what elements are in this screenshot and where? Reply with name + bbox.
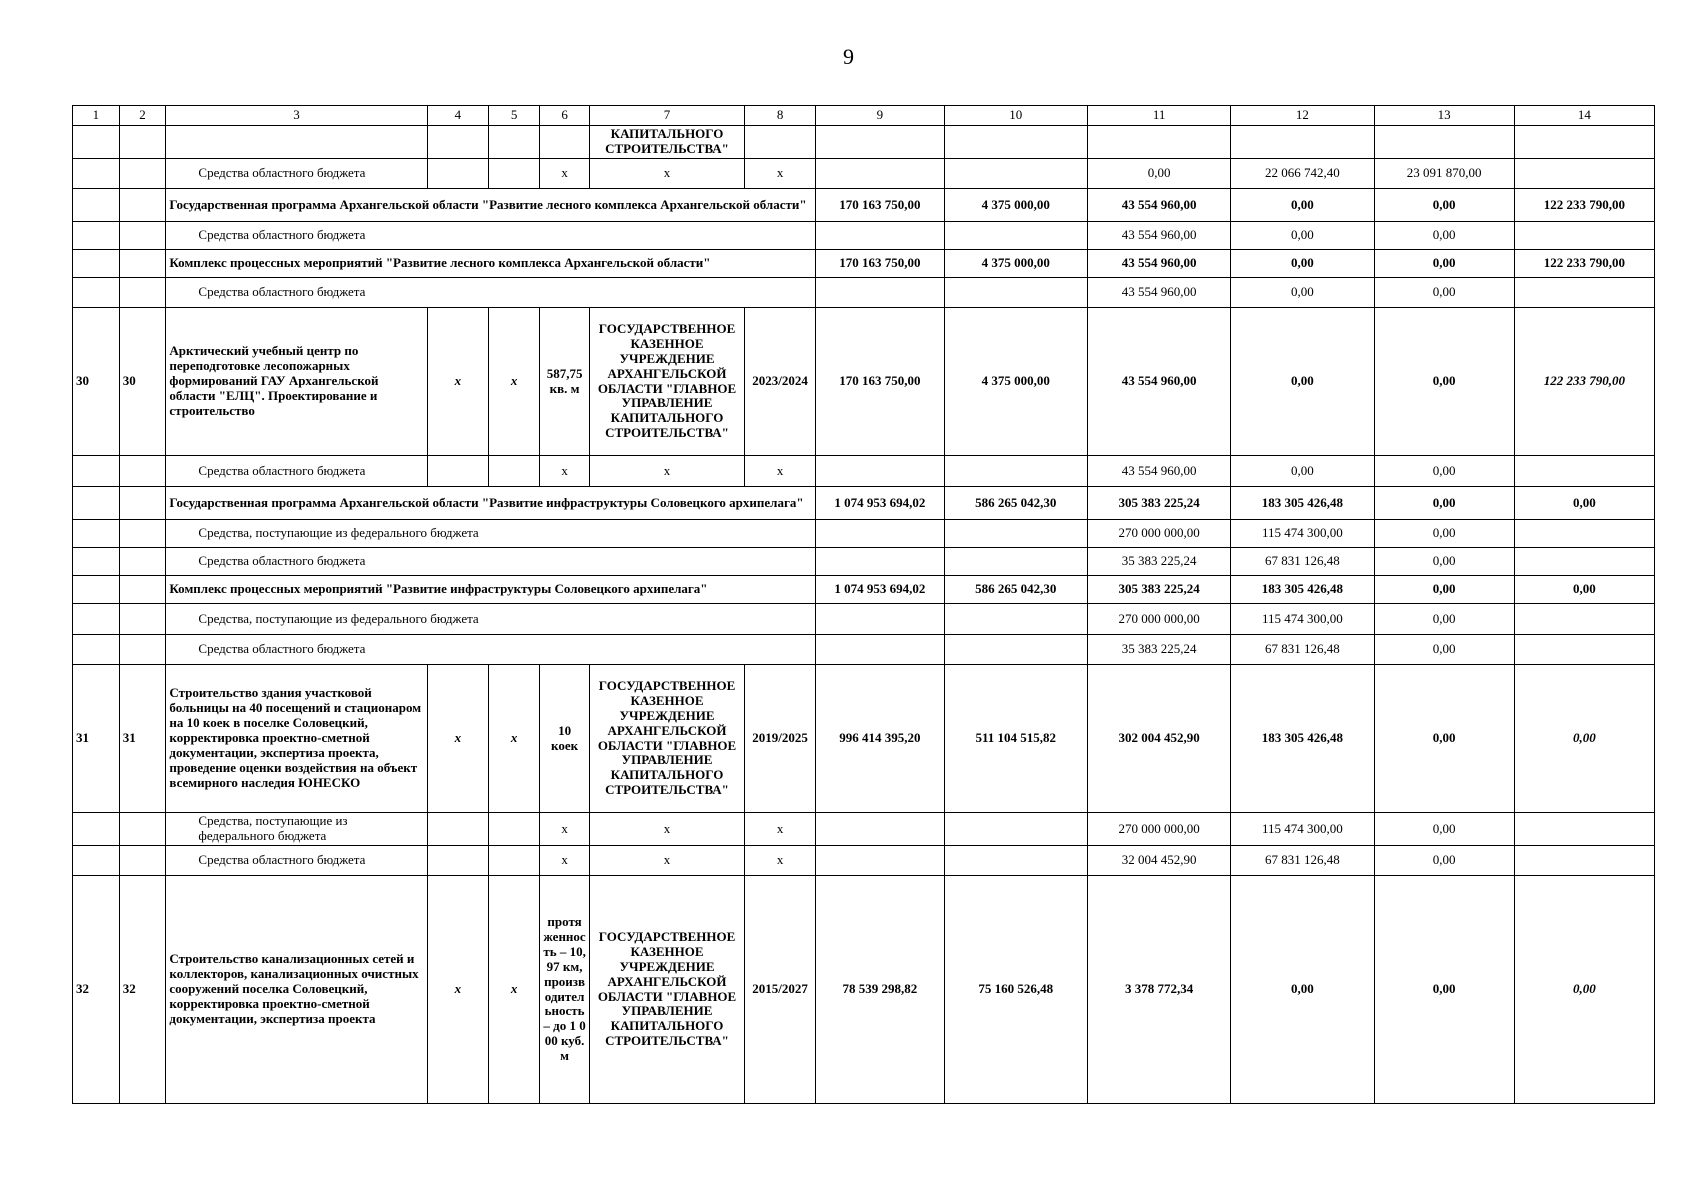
row-number: 31 xyxy=(73,665,120,813)
table-row xyxy=(73,548,1655,576)
cell: 0,00 xyxy=(1231,308,1374,456)
table-row xyxy=(73,604,1655,635)
cell: 115 474 300,00 xyxy=(1231,604,1374,635)
capacity-cell: 10 коек xyxy=(540,665,590,813)
cell: 1 074 953 694,02 xyxy=(816,576,944,604)
row-number: 31 xyxy=(119,665,166,813)
cell: 183 305 426,48 xyxy=(1231,665,1374,813)
table-row xyxy=(73,487,1655,520)
cell: 35 383 225,24 xyxy=(1087,635,1230,665)
cell: 122 233 790,00 xyxy=(1514,308,1654,456)
cell: х xyxy=(540,159,590,189)
cell: 0,00 xyxy=(1514,876,1654,1104)
capacity-cell: протяженность – 10,97 км, производительность – до 1 000 куб. м xyxy=(540,876,590,1104)
cell: 0,00 xyxy=(1514,576,1654,604)
cell: 183 305 426,48 xyxy=(1231,487,1374,520)
cell: 170 163 750,00 xyxy=(816,308,944,456)
cell: 35 383 225,24 xyxy=(1087,548,1230,576)
cell: 0,00 xyxy=(1231,222,1374,250)
cell: 0,00 xyxy=(1374,222,1514,250)
table-row xyxy=(73,813,1655,846)
column-header: 14 xyxy=(1514,106,1654,126)
cell: 0,00 xyxy=(1231,250,1374,278)
table-row xyxy=(73,456,1655,487)
cell: 270 000 000,00 xyxy=(1087,813,1230,846)
column-header: 6 xyxy=(540,106,590,126)
period-cell: 2023/2024 xyxy=(745,308,816,456)
cell: х xyxy=(590,846,745,876)
cell: 3 378 772,34 xyxy=(1087,876,1230,1104)
cell: х xyxy=(590,159,745,189)
funding-source-label: Средства областного бюджета xyxy=(166,222,816,250)
cell: 122 233 790,00 xyxy=(1514,250,1654,278)
funding-source-label: Средства, поступающие из федерального бюджета xyxy=(166,520,816,548)
funding-source-label: Средства областного бюджета xyxy=(166,456,427,487)
page-number: 9 xyxy=(843,44,854,69)
cell: 0,00 xyxy=(1087,159,1230,189)
cell: х xyxy=(745,456,816,487)
cell: 270 000 000,00 xyxy=(1087,604,1230,635)
cell: 1 074 953 694,02 xyxy=(816,487,944,520)
cell: 115 474 300,00 xyxy=(1231,520,1374,548)
program-title: Государственная программа Архангельской области "Развитие лесного комплекса Архангельской области" xyxy=(166,189,816,222)
cell: 0,00 xyxy=(1374,456,1514,487)
cell: 43 554 960,00 xyxy=(1087,278,1230,308)
column-header: 4 xyxy=(427,106,489,126)
cell: 78 539 298,82 xyxy=(816,876,944,1104)
cell: 43 554 960,00 xyxy=(1087,456,1230,487)
cell: 0,00 xyxy=(1374,846,1514,876)
cell: 586 265 042,30 xyxy=(944,487,1087,520)
cell: 0,00 xyxy=(1374,604,1514,635)
capacity-cell: 587,75 кв. м xyxy=(540,308,590,456)
cell: 170 163 750,00 xyxy=(816,189,944,222)
cell: 0,00 xyxy=(1231,876,1374,1104)
cell: 67 831 126,48 xyxy=(1231,635,1374,665)
object-name: Строительство здания участковой больницы на 40 посещений и стационаром на 10 коек в поселке Соловецкий, корректировка проектно-сметной документации, экспертиза проекта, проведение оценки воздействия на объект всемирного наследия ЮНЕСКО xyxy=(166,665,427,813)
cell: 0,00 xyxy=(1374,813,1514,846)
table-row xyxy=(73,250,1655,278)
row-number: 30 xyxy=(73,308,120,456)
funding-source-label: Средства, поступающие из федерального бюджета xyxy=(166,813,427,846)
cell: х xyxy=(590,456,745,487)
column-header: 5 xyxy=(489,106,540,126)
cell: 0,00 xyxy=(1514,665,1654,813)
cell: 67 831 126,48 xyxy=(1231,846,1374,876)
cell: 305 383 225,24 xyxy=(1087,487,1230,520)
cell: 0,00 xyxy=(1374,308,1514,456)
row-number: 30 xyxy=(119,308,166,456)
row-number: 32 xyxy=(119,876,166,1104)
cell: 0,00 xyxy=(1374,635,1514,665)
cell: 305 383 225,24 xyxy=(1087,576,1230,604)
cell: 4 375 000,00 xyxy=(944,250,1087,278)
cell: 0,00 xyxy=(1231,189,1374,222)
program-title: Государственная программа Архангельской области "Развитие инфраструктуры Соловецкого архипелага" xyxy=(166,487,816,520)
table-row xyxy=(73,278,1655,308)
cell: х xyxy=(745,846,816,876)
column-header: 9 xyxy=(816,106,944,126)
cell: 170 163 750,00 xyxy=(816,250,944,278)
cell: 302 004 452,90 xyxy=(1087,665,1230,813)
cell: 122 233 790,00 xyxy=(1514,189,1654,222)
cell: 32 004 452,90 xyxy=(1087,846,1230,876)
complex-title: Комплекс процессных мероприятий "Развитие инфраструктуры Соловецкого архипелага" xyxy=(166,576,816,604)
cell: х xyxy=(540,846,590,876)
column-header: 11 xyxy=(1087,106,1230,126)
cell: 0,00 xyxy=(1374,576,1514,604)
cell: 996 414 395,20 xyxy=(816,665,944,813)
table-row xyxy=(73,222,1655,250)
column-header: 8 xyxy=(745,106,816,126)
cell: 43 554 960,00 xyxy=(1087,308,1230,456)
cell: 0,00 xyxy=(1231,456,1374,487)
period-cell: 2015/2027 xyxy=(745,876,816,1104)
cell: х xyxy=(745,813,816,846)
complex-title: Комплекс процессных мероприятий "Развитие лесного комплекса Архангельской области" xyxy=(166,250,816,278)
budget-table xyxy=(72,105,1655,1104)
table-row xyxy=(73,876,1655,1104)
table-row xyxy=(73,665,1655,813)
cell: 511 104 515,82 xyxy=(944,665,1087,813)
column-header: 13 xyxy=(1374,106,1514,126)
object-name: Арктический учебный центр по переподготовке лесопожарных формирований ГАУ Архангельской области "ЕЛЦ". Проектирование и строительство xyxy=(166,308,427,456)
cell: х xyxy=(489,665,540,813)
funding-source-label: Средства областного бюджета xyxy=(166,278,816,308)
cell: 0,00 xyxy=(1514,487,1654,520)
cell: 0,00 xyxy=(1231,278,1374,308)
table-row xyxy=(73,159,1655,189)
cell: 0,00 xyxy=(1374,487,1514,520)
executor-cell: ГОСУДАРСТВЕННОЕ КАЗЕННОЕ УЧРЕЖДЕНИЕ АРХАНГЕЛЬСКОЙ ОБЛАСТИ "ГЛАВНОЕ УПРАВЛЕНИЕ КАПИТАЛЬНОГО СТРОИТЕЛЬСТВА" xyxy=(590,665,745,813)
cell: х xyxy=(745,159,816,189)
cell: 22 066 742,40 xyxy=(1231,159,1374,189)
cell: х xyxy=(540,813,590,846)
column-header: 2 xyxy=(119,106,166,126)
cell: х xyxy=(590,813,745,846)
cell: 0,00 xyxy=(1374,189,1514,222)
cell: 0,00 xyxy=(1374,250,1514,278)
table-row xyxy=(73,520,1655,548)
column-header: 1 xyxy=(73,106,120,126)
funding-source-label: Средства областного бюджета xyxy=(166,846,427,876)
row-number: 32 xyxy=(73,876,120,1104)
column-header: 10 xyxy=(944,106,1087,126)
cell: 0,00 xyxy=(1374,876,1514,1104)
cell: 0,00 xyxy=(1374,548,1514,576)
executor-cell: КАПИТАЛЬНОГО СТРОИТЕЛЬСТВА" xyxy=(590,126,745,159)
cell: 0,00 xyxy=(1374,665,1514,813)
cell: х xyxy=(427,876,489,1104)
table-row xyxy=(73,126,1655,159)
funding-source-label: Средства, поступающие из федерального бюджета xyxy=(166,604,816,635)
cell: 67 831 126,48 xyxy=(1231,548,1374,576)
table-row xyxy=(73,308,1655,456)
cell: 43 554 960,00 xyxy=(1087,250,1230,278)
cell: 183 305 426,48 xyxy=(1231,576,1374,604)
funding-source-label: Средства областного бюджета xyxy=(166,635,816,665)
cell: х xyxy=(427,665,489,813)
cell: 4 375 000,00 xyxy=(944,189,1087,222)
cell: 4 375 000,00 xyxy=(944,308,1087,456)
cell: 43 554 960,00 xyxy=(1087,222,1230,250)
period-cell: 2019/2025 xyxy=(745,665,816,813)
cell: х xyxy=(489,308,540,456)
cell: х xyxy=(427,308,489,456)
executor-cell: ГОСУДАРСТВЕННОЕ КАЗЕННОЕ УЧРЕЖДЕНИЕ АРХАНГЕЛЬСКОЙ ОБЛАСТИ "ГЛАВНОЕ УПРАВЛЕНИЕ КАПИТАЛЬНОГО СТРОИТЕЛЬСТВА" xyxy=(590,308,745,456)
cell: 43 554 960,00 xyxy=(1087,189,1230,222)
executor-cell: ГОСУДАРСТВЕННОЕ КАЗЕННОЕ УЧРЕЖДЕНИЕ АРХАНГЕЛЬСКОЙ ОБЛАСТИ "ГЛАВНОЕ УПРАВЛЕНИЕ КАПИТАЛЬНОГО СТРОИТЕЛЬСТВА" xyxy=(590,876,745,1104)
column-header: 7 xyxy=(590,106,745,126)
cell: 115 474 300,00 xyxy=(1231,813,1374,846)
cell: 270 000 000,00 xyxy=(1087,520,1230,548)
cell: 75 160 526,48 xyxy=(944,876,1087,1104)
cell: х xyxy=(540,456,590,487)
cell: 586 265 042,30 xyxy=(944,576,1087,604)
table-row xyxy=(73,576,1655,604)
cell: 0,00 xyxy=(1374,278,1514,308)
object-name: Строительство канализационных сетей и коллекторов, канализационных очистных сооружений поселка Соловецкий, корректировка проектно-сметной документации, экспертиза проекта xyxy=(166,876,427,1104)
funding-source-label: Средства областного бюджета xyxy=(166,548,816,576)
table-row xyxy=(73,189,1655,222)
table-row xyxy=(73,846,1655,876)
column-number-row xyxy=(73,106,1655,126)
cell: 23 091 870,00 xyxy=(1374,159,1514,189)
cell: 0,00 xyxy=(1374,520,1514,548)
funding-source-label: Средства областного бюджета xyxy=(166,159,427,189)
cell: х xyxy=(489,876,540,1104)
column-header: 12 xyxy=(1231,106,1374,126)
column-header: 3 xyxy=(166,106,427,126)
table-row xyxy=(73,635,1655,665)
